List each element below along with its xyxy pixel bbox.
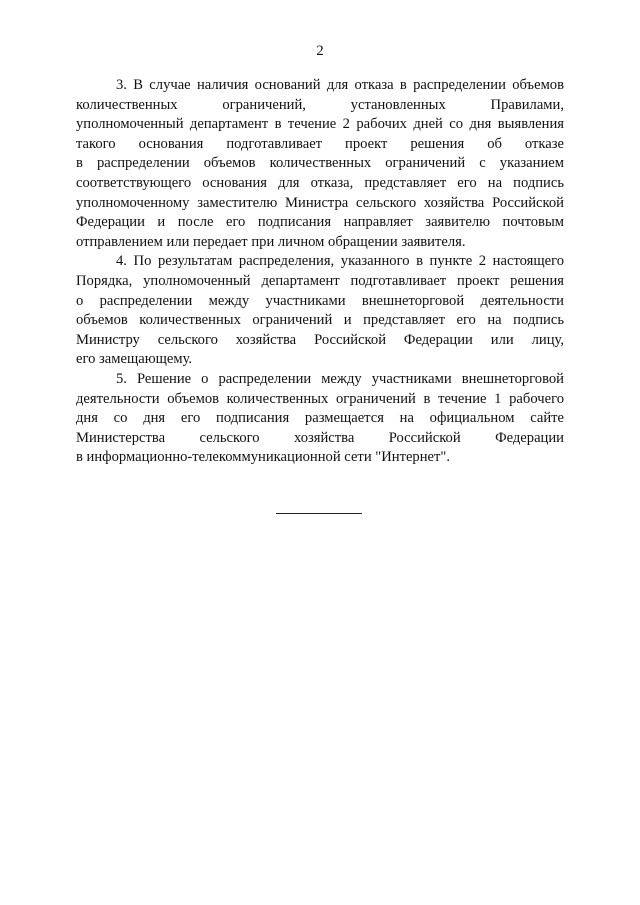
text-line: количественных ограничений, установленных Правилами, [76, 96, 564, 113]
paragraph-4 [76, 252, 564, 370]
document-body [76, 76, 564, 468]
text-line: такого основания подготавливает проект решения об отказе [76, 135, 564, 152]
text-line: соответствующего основания для отказа, представляет его на подпись [76, 174, 564, 191]
paragraph-3 [76, 76, 564, 252]
end-separator-line [276, 513, 362, 514]
text-line: деятельности объемов количественных ограничений в течение 1 рабочего [76, 390, 564, 407]
text-line: 4. По результатам распределения, указанного в пункте 2 настоящего [116, 253, 564, 270]
text-line: дня со дня его подписания размещается на официальном сайте [76, 410, 564, 427]
text-line: 3. В случае наличия оснований для отказа в распределении объемов [116, 77, 564, 93]
text-line: уполномоченному заместителю Министра сельского хозяйства Российской [76, 194, 564, 211]
text-line: в распределении объемов количественных ограничений с указанием [76, 155, 564, 172]
text-line: 5. Решение о распределении между участниками внешнеторговой [116, 370, 564, 387]
text-line: уполномоченный департамент в течение 2 рабочих дней со дня выявления [76, 116, 564, 133]
text-line: Министру сельского хозяйства Российской Федерации или лицу, [76, 331, 564, 348]
text-line: о распределении между участниками внешнеторговой деятельности [76, 292, 564, 309]
text-line: объемов количественных ограничений и представляет его на подпись [76, 312, 564, 329]
text-line: его замещающему. [76, 351, 193, 368]
text-line: отправлением или передает при личном обращении заявителя. [76, 233, 466, 250]
text-line: в информационно-телекоммуникационной сети "Интернет". [76, 449, 450, 466]
text-line: Министерства сельского хозяйства Российской Федерации [76, 429, 564, 446]
text-line: Федерации и после его подписания направляет заявителю почтовым [76, 214, 564, 231]
text-line: Порядка, уполномоченный департамент подготавливает проект решения [76, 272, 564, 289]
paragraph-5 [76, 370, 564, 468]
page-number: 2 [316, 43, 324, 59]
